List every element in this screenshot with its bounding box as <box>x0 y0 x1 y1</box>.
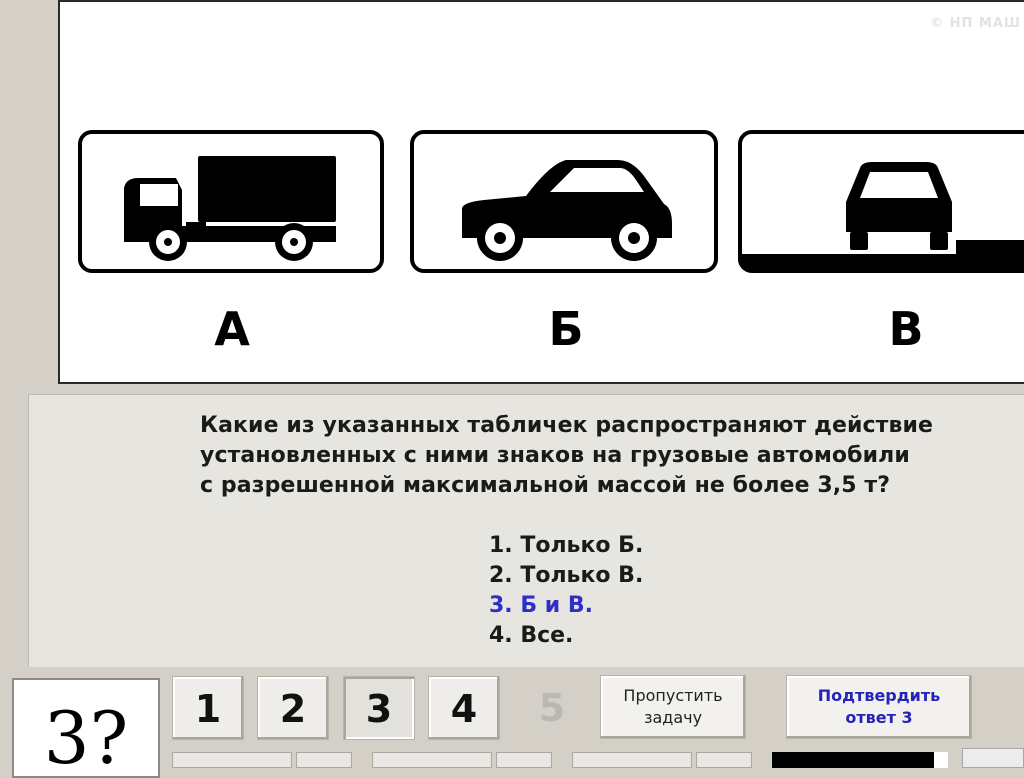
answer-button-4[interactable]: 4 <box>428 676 500 740</box>
question-number-display: 3? <box>12 678 160 778</box>
skip-button-line2: задачу <box>643 708 703 727</box>
skip-button-line1: Пропустить <box>623 686 723 705</box>
truck-icon <box>82 134 380 269</box>
status-cell <box>296 752 352 768</box>
status-cell <box>372 752 492 768</box>
plate-v-letter: В <box>888 302 924 356</box>
plate-v <box>738 130 1024 273</box>
plate-b <box>410 130 718 273</box>
question-image-panel <box>58 0 1024 384</box>
answer-button-5-disabled: 5 <box>538 686 566 730</box>
plate-b-letter: Б <box>548 302 584 356</box>
confirm-answer-button[interactable] <box>786 675 972 739</box>
confirm-button-line2: ответ 3 <box>845 708 913 727</box>
car-side-icon <box>414 134 714 269</box>
car-front-on-sidewalk-icon <box>742 134 1024 269</box>
status-cell <box>496 752 552 768</box>
progress-bar <box>772 752 948 768</box>
answer-button-2[interactable]: 2 <box>257 676 329 740</box>
progress-fill <box>934 752 948 768</box>
skip-question-button[interactable] <box>600 675 746 739</box>
question-text-line: установленных с ними знаков на грузовые автомобили <box>200 443 910 468</box>
watermark: © НП МАШ <box>930 16 1021 31</box>
plate-a-letter: А <box>214 302 250 356</box>
status-cell <box>696 752 752 768</box>
answer-option-2: 2. Только В. <box>489 563 644 588</box>
confirm-button-line1: Подтвердить <box>817 686 941 705</box>
answer-button-1[interactable]: 1 <box>172 676 244 740</box>
question-text-line: Какие из указанных табличек распространяют действие <box>200 413 934 438</box>
window-icon[interactable] <box>962 748 1024 768</box>
plate-a <box>78 130 384 273</box>
answer-option-4: 4. Все. <box>489 623 574 648</box>
status-cell <box>172 752 292 768</box>
question-panel <box>28 394 1024 667</box>
question-text-line: с разрешенной максимальной массой не более 3,5 т? <box>200 473 891 498</box>
answer-option-1: 1. Только Б. <box>489 533 644 558</box>
status-cell <box>572 752 692 768</box>
answer-button-3[interactable]: 3 <box>343 676 415 740</box>
answer-option-3: 3. Б и В. <box>489 593 593 618</box>
